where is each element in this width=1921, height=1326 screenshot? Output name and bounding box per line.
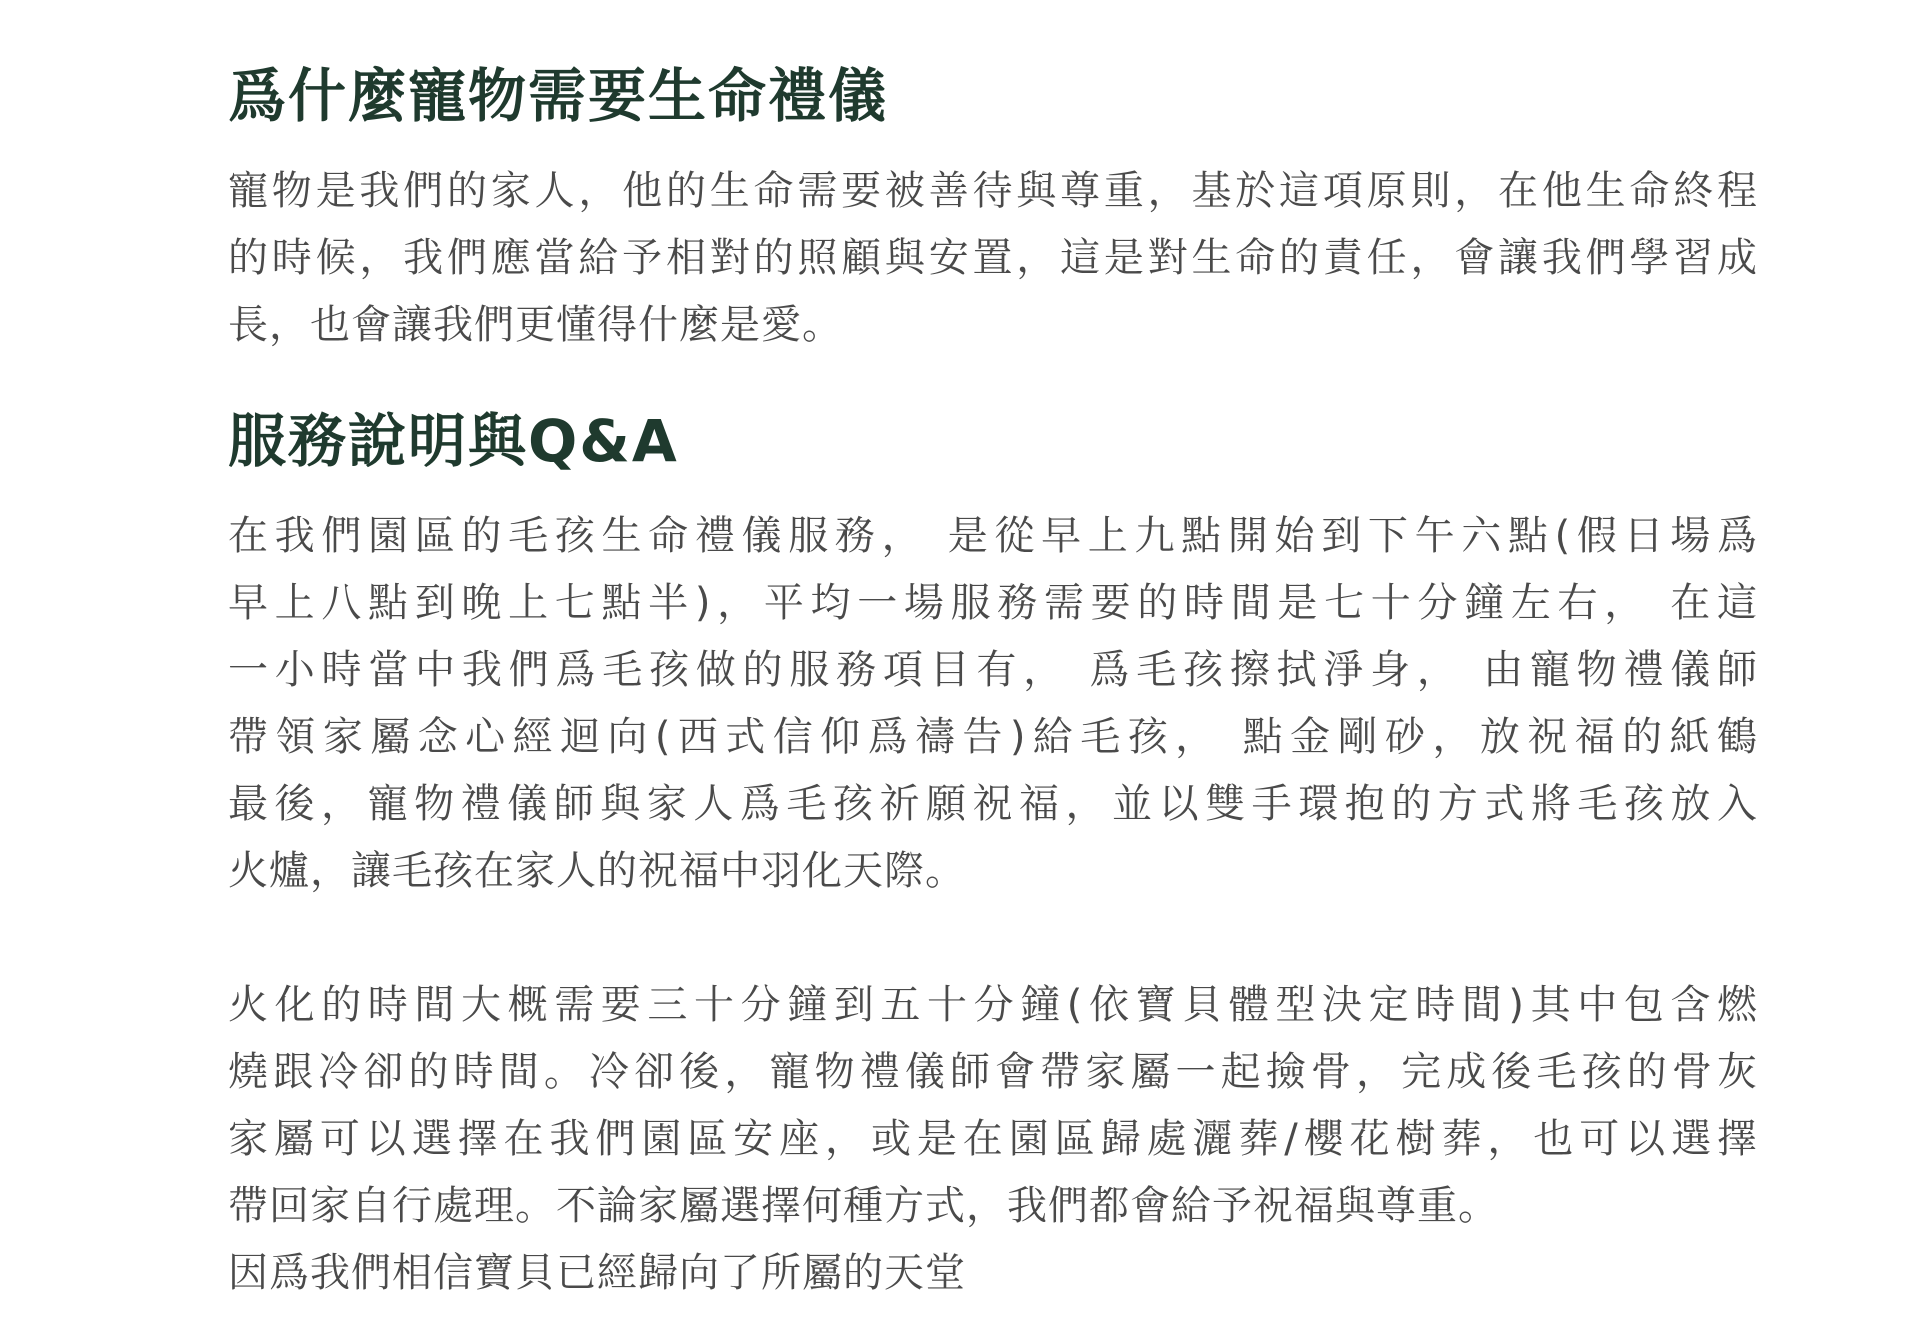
article-content (228, 56, 1758, 1307)
why-pet-ceremony-paragraph (228, 158, 1758, 359)
paragraph-line: 帶領家屬念心經迴向(西式信仰爲禱告)給毛孩， 點金剛砂，放祝福的紙鶴 (228, 714, 1758, 760)
paragraph-line: 寵物是我們的家人，他的生命需要被善待與尊重，基於這項原則，在他生命終程 (228, 168, 1758, 214)
paragraph-line: 最後，寵物禮儀師與家人爲毛孩祈願祝福，並以雙手環抱的方式將毛孩放入 (228, 781, 1758, 827)
paragraph-line: 一小時當中我們爲毛孩做的服務項目有， 爲毛孩擦拭淨身， 由寵物禮儀師 (228, 647, 1758, 693)
section-title-service-qa: 服務說明與Q&A (228, 407, 679, 475)
section-title-why-pet-ceremony: 爲什麼寵物需要生命禮儀 (228, 62, 889, 130)
paragraph-line: 燒跟冷卻的時間。冷卻後，寵物禮儀師會帶家屬一起撿骨，完成後毛孩的骨灰 (228, 1049, 1758, 1095)
paragraph-line: 的時候，我們應當給予相對的照顧與安置，這是對生命的責任，會讓我們學習成 (228, 235, 1758, 281)
paragraph-line: 帶回家自行處理。不論家屬選擇何種方式，我們都會給予祝福與尊重。 (228, 1183, 1499, 1229)
cremation-description-paragraph (228, 972, 1758, 1307)
paragraph-line: 因爲我們相信寶貝已經歸向了所屬的天堂 (228, 1250, 966, 1296)
paragraph-line: 長，也會讓我們更懂得什麼是愛。 (228, 302, 843, 348)
paragraph-line: 在我們園區的毛孩生命禮儀服務， 是從早上九點開始到下午六點(假日場爲 (228, 513, 1758, 559)
paragraph-line: 火化的時間大概需要三十分鐘到五十分鐘(依寶貝體型決定時間)其中包含燃 (228, 982, 1758, 1028)
service-description-paragraph (228, 503, 1758, 905)
paragraph-line: 早上八點到晚上七點半)，平均一場服務需要的時間是七十分鐘左右， 在這 (228, 580, 1758, 626)
paragraph-line: 火爐，讓毛孩在家人的祝福中羽化天際。 (228, 848, 966, 894)
paragraph-line: 家屬可以選擇在我們園區安座，或是在園區歸處灑葬/櫻花樹葬，也可以選擇 (228, 1116, 1758, 1162)
